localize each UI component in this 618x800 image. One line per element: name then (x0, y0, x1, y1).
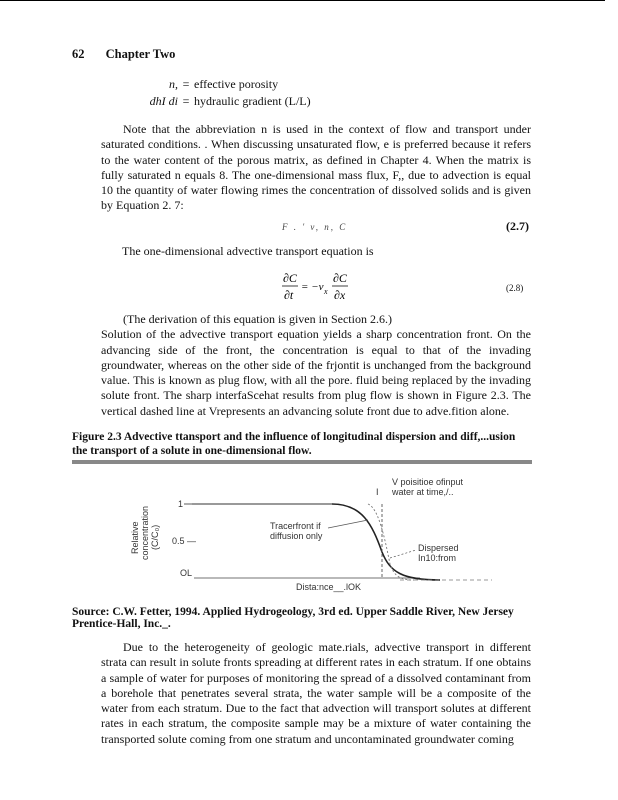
figure-divider (72, 460, 532, 464)
figure-caption: Figure 2.3 Advective ttansport and the influence of longitudinal dispersion and diff,...usion the transport of a solute in one-dimensional flow. (72, 431, 516, 457)
dispersed-front-curve (332, 504, 440, 580)
tick-label-0: OL (180, 568, 193, 578)
dispersed-leader-line (390, 550, 416, 558)
definition-meaning: effective porosity (194, 77, 279, 91)
paragraph-plug-flow (101, 312, 531, 419)
tick-label-1: 1 (178, 499, 184, 509)
equals-sign: = (182, 94, 190, 108)
eq-subscript: x (324, 287, 328, 296)
eq-rhs-numerator: ∂C (333, 271, 347, 285)
eq-lhs-denominator: ∂t (284, 288, 294, 302)
y-axis-label-line1: Relative (130, 521, 140, 554)
x-axis-label: Dista:nce__.lOK (296, 582, 362, 592)
equation-2-8-number: (2.8) (506, 283, 524, 293)
figure-2-3 (100, 468, 520, 596)
paragraph-heterogeneity: Due to the heterogeneity of geologic mate.rials, advective transport in different strata can result in solute fronts spreading at different rates in each stratum. If one obtains a sample of water for purposes of monitoring the spread of a dissolved contaminant from a borehole that penetrates several strata, the water sample will be a composite of the water from each stratum. Due to the fact that advection will transport solutes at different rates in each stratum, the composite sample may be a mixture of water containing the transported solute coming from one stratum and uncontaminated groundwater coming (101, 640, 531, 746)
paragraph-transport-equation-intro: The one-dimensional advective transport equation is (122, 244, 374, 258)
figure-source: Source: C.W. Fetter, 1994. Applied Hydrogeology, 3rd ed. Upper Saddle River, New Jersey Prentice-Hall, Inc._. (72, 606, 514, 630)
eq-middle: = −v (301, 281, 324, 293)
y-axis-label-line3: (C/C₀) (150, 524, 160, 550)
label-v-position: V poisitioe ofinput (392, 477, 464, 487)
equals-sign: = (182, 77, 190, 91)
paragraph-plug-flow-body: Solution of the advective transport equation yields a sharp concentration front. On the advancing side of the front, the concentration is equal to that of the invading groundwater, whereas on the other side of the frjontit is unchanged from the background value. This is known as plug flow, with all the pore. fluid being replaced by the invading solute front. The sharp interfaScehat results from plug flow is shown in Figure 2.3. The vertical dashed line at Vrepresents an advancing solute front due to adve.fition alone. (101, 327, 531, 418)
label-dispersed: Dispersed (418, 543, 459, 553)
definition-row (140, 76, 311, 93)
label-diffusion-only: diffusion only (270, 531, 323, 541)
paragraph-advection-flux: Note that the abbreviation n is used in the context of flow and transport under saturated conditions. . When discussing unsaturated flow, e is preferred because it refers to the water content of the porous matrix, as defined in Chapter 4. When the matrix is fully saturated n equals 8. The one-dimensional mass flux, F,, due to advection is equal 10 the quantity of water flowing rimes the concentration of dissolved solids and is given by Equation 2. 7: (101, 122, 531, 213)
eq-rhs-denominator: ∂x (334, 288, 346, 302)
definition-row (140, 93, 311, 110)
definition-meaning: hydraulic gradient (L/L) (194, 94, 311, 108)
label-dispersed-front: In10:from (418, 553, 457, 563)
label-water-at-time: water at time,/.. (392, 487, 454, 497)
definitions-list (140, 76, 311, 110)
page-number: 62 (72, 47, 85, 61)
tracer-leader-line (328, 520, 368, 528)
diffusion-front-curve (368, 504, 414, 580)
label-i-marker: I (376, 487, 379, 497)
label-tracer-front: Tracerfront if (270, 521, 321, 531)
tick-label-half: 0.5 — (172, 536, 197, 546)
paragraph-derivation-note: (The derivation of this equation is given in Section 2.6.) (123, 312, 392, 326)
eq-lhs-numerator: ∂C (283, 271, 297, 285)
running-header (72, 47, 175, 62)
top-rule (0, 0, 605, 1)
equation-2-8 (280, 270, 360, 304)
equation-2-7-number: (2.7) (506, 219, 529, 233)
y-axis-label-line2: concentration (140, 505, 150, 560)
definition-symbol: dhI di (149, 94, 178, 108)
equation-2-7: F . ' v, n, C (282, 222, 348, 232)
chapter-title: Chapter Two (105, 47, 176, 61)
definition-symbol: n, (169, 77, 178, 91)
